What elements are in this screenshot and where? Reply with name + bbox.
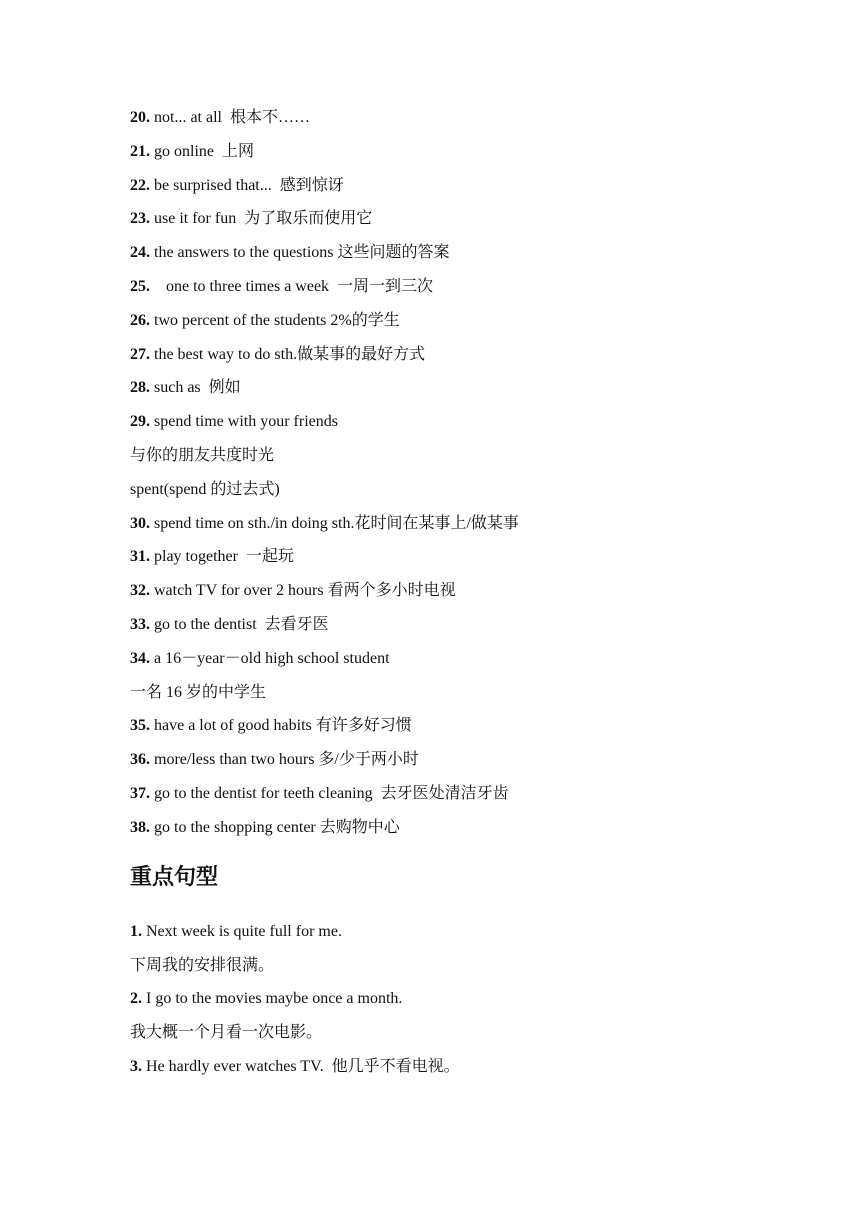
item-text: go to the shopping center 去购物中心 xyxy=(150,818,400,836)
item-text: 一名 16 岁的中学生 xyxy=(130,683,267,701)
phrase-line xyxy=(130,818,770,838)
item-text: more/less than two hours 多/少于两小时 xyxy=(150,751,419,769)
sentence-list xyxy=(130,922,770,1077)
item-text: not... at all 根本不…… xyxy=(150,109,310,126)
phrase-line xyxy=(130,514,770,534)
phrase-line xyxy=(130,581,770,601)
phrase-line xyxy=(130,108,770,128)
item-number: 24. xyxy=(130,244,150,262)
item-text: go online 上网 xyxy=(150,142,254,160)
phrase-line xyxy=(130,412,770,432)
item-text: such as 例如 xyxy=(150,379,241,397)
phrase-line xyxy=(130,683,770,703)
phrase-line xyxy=(130,716,770,736)
phrase-line xyxy=(130,378,770,398)
phrase-list xyxy=(130,108,770,838)
item-number: 30. xyxy=(130,514,150,532)
item-number: 29. xyxy=(130,413,150,431)
item-text: one to three times a week 一周一到三次 xyxy=(150,277,434,295)
phrase-line xyxy=(130,176,770,196)
item-number: 21. xyxy=(130,142,150,160)
item-text: Next week is quite full for me. xyxy=(142,922,342,940)
item-text: spend time with your friends xyxy=(150,413,338,431)
item-text: 下周我的安排很满。 xyxy=(130,956,275,974)
item-text: go to the dentist 去看牙医 xyxy=(150,615,329,633)
item-text: have a lot of good habits 有许多好习惯 xyxy=(150,717,412,735)
phrase-line xyxy=(130,547,770,567)
phrase-line xyxy=(130,243,770,263)
item-text: I go to the movies maybe once a month. xyxy=(142,990,403,1008)
phrase-line xyxy=(130,277,770,297)
item-number: 20. xyxy=(130,109,150,126)
item-number: 2. xyxy=(130,990,142,1008)
phrase-line xyxy=(130,480,770,500)
item-number: 35. xyxy=(130,717,150,735)
item-number: 31. xyxy=(130,548,150,566)
phrase-line xyxy=(130,142,770,162)
item-number: 26. xyxy=(130,311,150,329)
item-text: spent(spend 的过去式) xyxy=(130,480,280,498)
document-page xyxy=(130,108,770,1091)
item-text: 与你的朋友共度时光 xyxy=(130,446,275,464)
sentence-line xyxy=(130,1057,770,1077)
item-number: 23. xyxy=(130,210,150,228)
item-text: 我大概一个月看一次电影。 xyxy=(130,1024,323,1042)
item-number: 22. xyxy=(130,176,150,194)
item-text: the answers to the questions 这些问题的答案 xyxy=(150,244,450,262)
phrase-line xyxy=(130,750,770,770)
item-text: two percent of the students 2%的学生 xyxy=(150,311,400,329)
item-text: watch TV for over 2 hours 看两个多小时电视 xyxy=(150,582,456,600)
phrase-line xyxy=(130,784,770,804)
section-heading: 重点句型 xyxy=(130,864,219,890)
sentence-line xyxy=(130,922,770,942)
item-text: play together 一起玩 xyxy=(150,548,294,566)
item-number: 33. xyxy=(130,615,150,633)
phrase-line xyxy=(130,311,770,331)
sentence-line xyxy=(130,956,770,976)
phrase-line xyxy=(130,649,770,669)
item-text: the best way to do sth.做某事的最好方式 xyxy=(150,345,426,363)
item-text: use it for fun 为了取乐而使用它 xyxy=(150,210,373,228)
item-number: 37. xyxy=(130,784,150,802)
item-number: 25. xyxy=(130,277,150,295)
item-text: be surprised that... 感到惊讶 xyxy=(150,176,344,194)
item-number: 38. xyxy=(130,818,150,836)
item-text: spend time on sth./in doing sth.花时间在某事上/做某事 xyxy=(150,514,519,532)
item-number: 1. xyxy=(130,922,142,940)
phrase-line xyxy=(130,345,770,365)
item-number: 32. xyxy=(130,582,150,600)
phrase-line xyxy=(130,209,770,229)
item-number: 36. xyxy=(130,751,150,769)
item-text: He hardly ever watches TV. 他几乎不看电视。 xyxy=(142,1057,460,1075)
item-text: go to the dentist for teeth cleaning 去牙医处清洁牙齿 xyxy=(150,784,509,802)
item-number: 27. xyxy=(130,345,150,363)
item-number: 34. xyxy=(130,649,150,667)
sentence-line xyxy=(130,989,770,1009)
phrase-line xyxy=(130,446,770,466)
item-number: 3. xyxy=(130,1057,142,1075)
sentence-line xyxy=(130,1023,770,1043)
item-number: 28. xyxy=(130,379,150,397)
item-text: a 16－year－old high school student xyxy=(150,649,390,667)
phrase-line xyxy=(130,615,770,635)
